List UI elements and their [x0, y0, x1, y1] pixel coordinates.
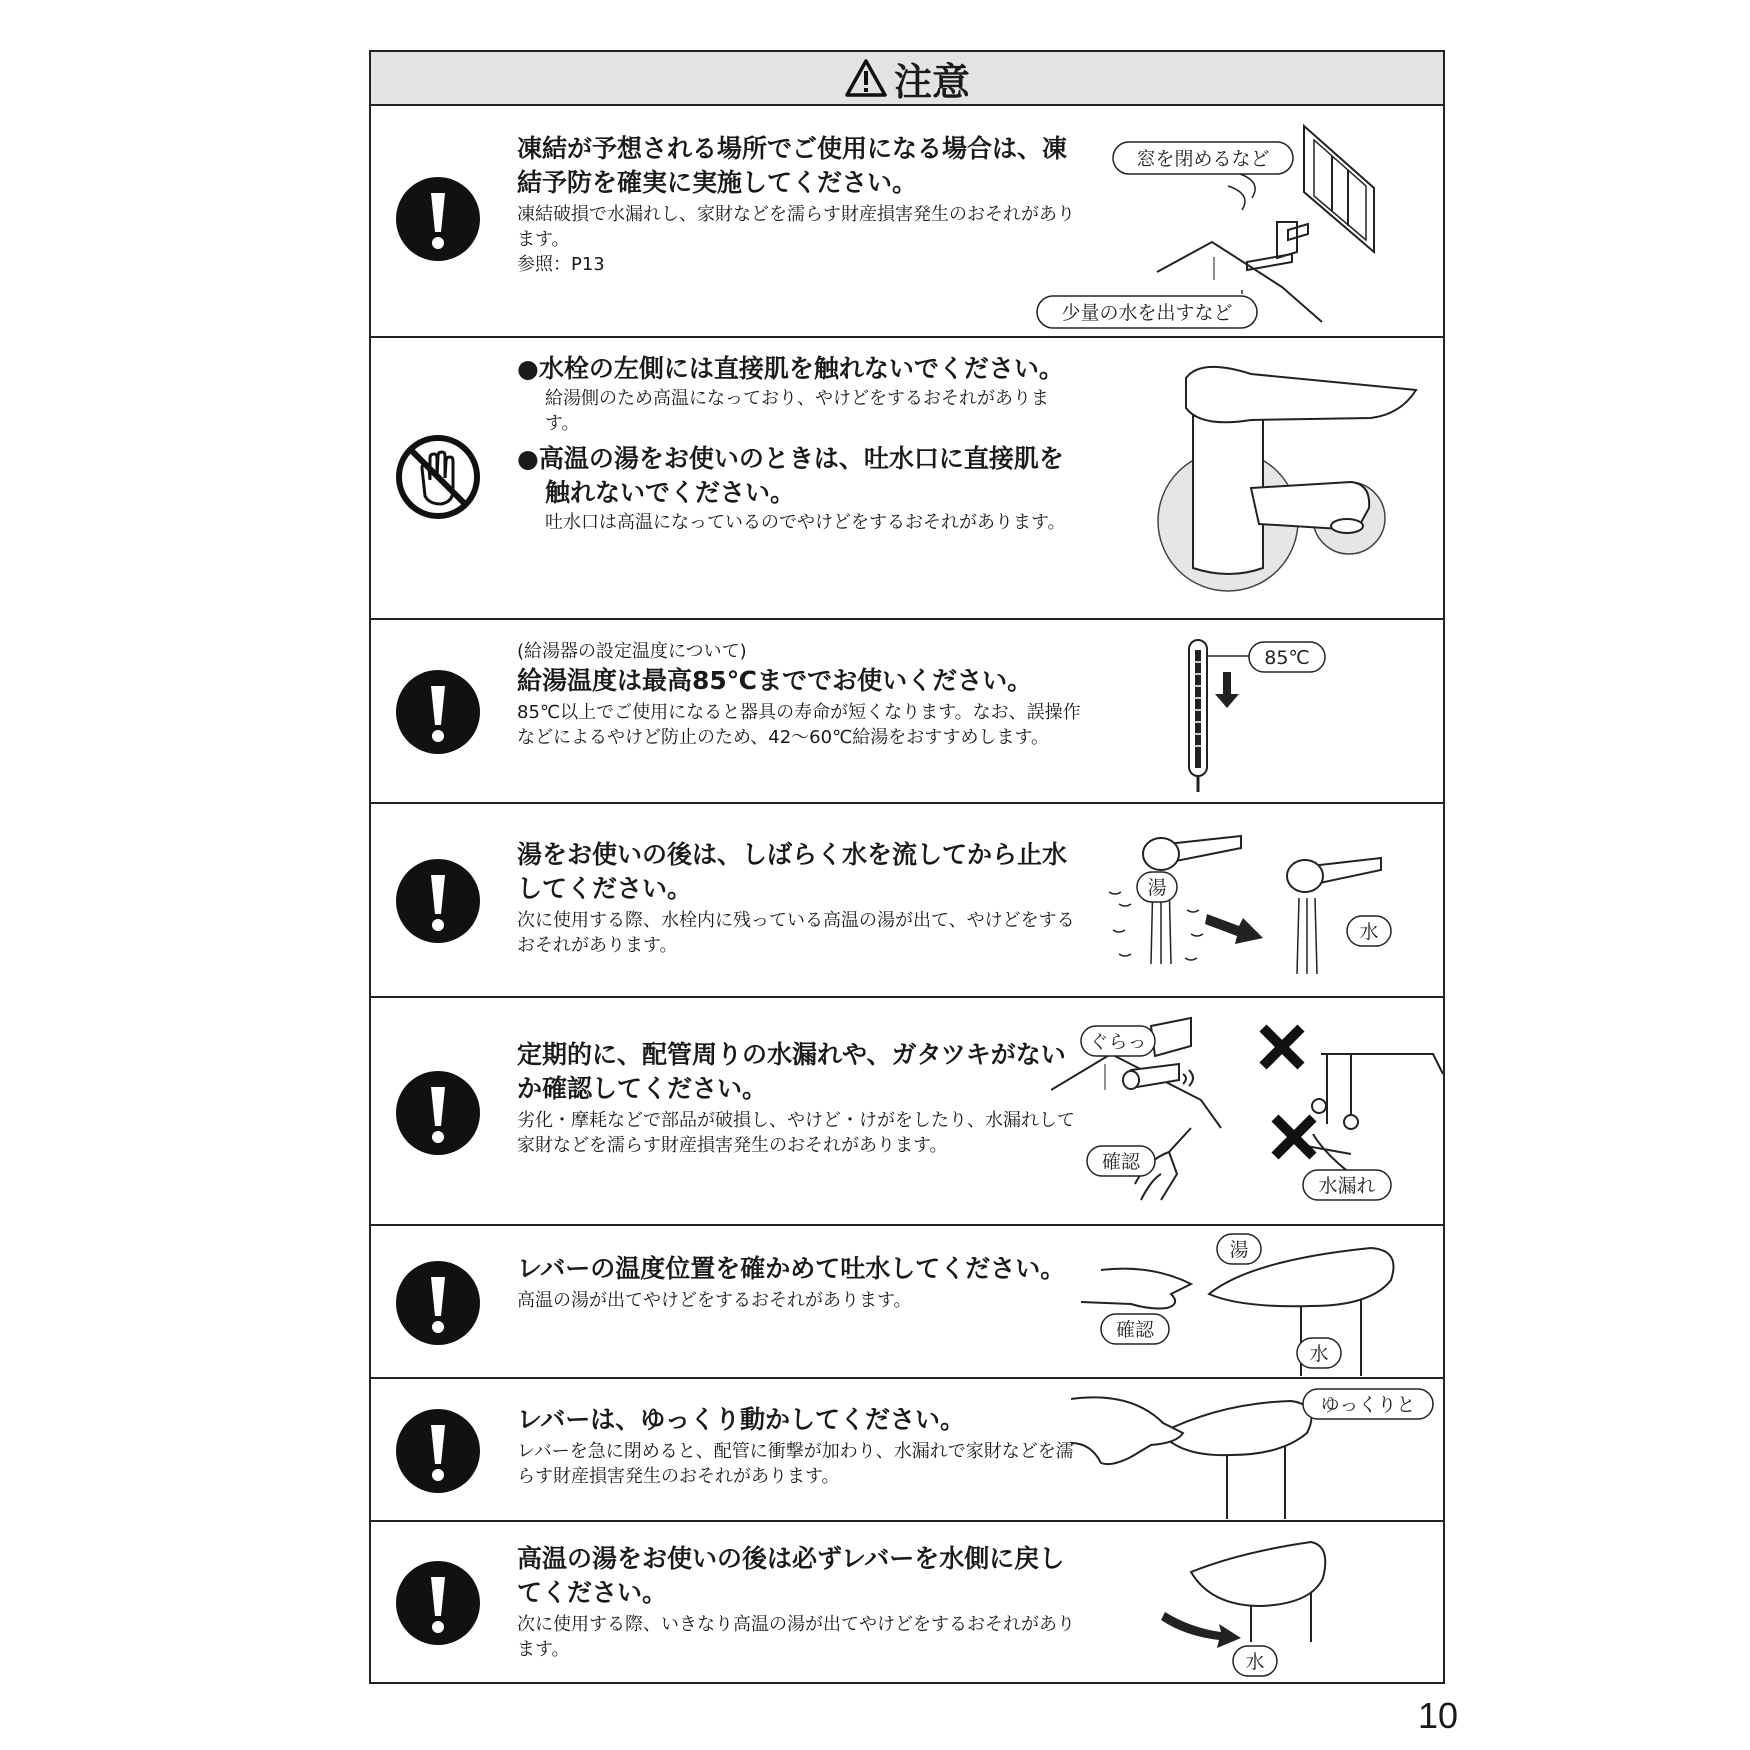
- mandatory-icon: [395, 176, 481, 262]
- hot-then-cold-water-illustration: [1091, 814, 1441, 992]
- caution-item-freezing: [371, 106, 1443, 338]
- item-text: [517, 132, 1077, 277]
- callout-label: 水漏れ: [1318, 1175, 1376, 1197]
- item-detail: 劣化・摩耗などで部品が破損し、やけど・けがをしたり、水漏れして家財などを濡らす財産損害発生のおそれがあります。: [517, 1110, 1075, 1156]
- item-title: 湯をお使いの後は、しばらく水を流してから止水してください。: [517, 840, 1068, 903]
- item-text: [517, 838, 1077, 958]
- item-title: レバーの温度位置を確かめて吐水してください。: [517, 1254, 1066, 1283]
- callout-label: ゆっくりと: [1320, 1394, 1416, 1416]
- item-title: 定期的に、配管周りの水漏れや、ガタツキがないか確認してください。: [517, 1040, 1066, 1103]
- mandatory-icon: [395, 669, 481, 755]
- callout-label: 確認: [1101, 1151, 1141, 1173]
- mandatory-icon: [395, 1408, 481, 1494]
- callout-label: 確認: [1115, 1319, 1155, 1341]
- item-text: [517, 1252, 1077, 1313]
- caution-item-slow-lever: [371, 1379, 1443, 1522]
- callout-label: 窓を閉めるなど: [1136, 148, 1270, 170]
- callout-label: 水: [1359, 921, 1379, 943]
- mandatory-icon: [395, 858, 481, 944]
- item-intro: (給湯器の設定温度について): [517, 641, 747, 662]
- thermometer-illustration: [1181, 636, 1361, 796]
- mandatory-icon: [395, 1070, 481, 1156]
- caution-item-lever-position: [371, 1226, 1443, 1379]
- item-detail: 次に使用する際、いきなり高温の湯が出てやけどをするおそれがあります。: [517, 1614, 1075, 1660]
- faucet-hot-area-illustration: [1131, 358, 1431, 608]
- item-title: ●水栓の左側には直接肌を触れないでください。: [517, 354, 1064, 383]
- item-detail: 凍結破損で水漏れし、家財などを濡らす財産損害発生のおそれがあります。: [517, 204, 1075, 250]
- caution-header: [371, 52, 1443, 106]
- item-title: 高温の湯をお使いの後は必ずレバーを水側に戻してください。: [517, 1544, 1065, 1607]
- item-title: レバーは、ゆっくり動かしてください。: [517, 1405, 966, 1434]
- item-title: 凍結が予想される場所でご使用になる場合は、凍結予防を確実に実施してください。: [517, 134, 1068, 197]
- item-detail: 次に使用する際、水栓内に残っている高温の湯が出て、やけどをするおそれがあります。: [517, 910, 1075, 956]
- page-number: 10: [1418, 1695, 1459, 1736]
- mandatory-icon: [395, 1560, 481, 1646]
- slow-lever-illustration: [1071, 1383, 1441, 1519]
- caution-item-temperature: [371, 620, 1443, 804]
- item-title: ●高温の湯をお使いのときは、吐水口に直接肌を触れないでください。: [517, 444, 1064, 507]
- no-touch-icon: [395, 434, 481, 520]
- callout-label: 湯: [1229, 1239, 1249, 1261]
- item-text: [517, 1038, 1077, 1158]
- item-detail: 85℃以上でご使用になると器具の寿命が短くなります。なお、誤操作などによるやけど防止のため、42〜60℃給湯をおすすめします。: [517, 702, 1081, 748]
- item-text: [517, 1542, 1077, 1662]
- caution-item-flush-water: [371, 804, 1443, 998]
- mandatory-icon: [395, 1260, 481, 1346]
- window-faucet-illustration: [1022, 112, 1442, 334]
- item-detail: 給湯側のため高温になっており、やけどをするおそれがあります。: [545, 388, 1049, 434]
- item-text: [517, 352, 1077, 541]
- callout-label: 少量の水を出すなど: [1061, 302, 1233, 324]
- caution-item-hot-surface: [371, 338, 1443, 620]
- callout-label: 湯: [1147, 877, 1167, 899]
- item-text: [517, 640, 1097, 750]
- lever-to-cold-illustration: [1151, 1532, 1351, 1678]
- warning-triangle-icon: [844, 58, 888, 98]
- item-text: [517, 1403, 1077, 1489]
- callout-label: 水: [1245, 1651, 1265, 1673]
- callout-label: 85℃: [1264, 647, 1310, 669]
- caution-item-return-lever: [371, 1522, 1443, 1682]
- item-title: 給湯温度は最高85℃まででお使いください。: [517, 666, 1033, 695]
- callout-label: 水: [1309, 1343, 1329, 1365]
- item-detail: レバーを急に閉めると、配管に衝撃が加わり、水漏れで家財などを濡らす財産損害発生のおそれがあります。: [517, 1441, 1074, 1487]
- lever-check-illustration: [1071, 1230, 1411, 1376]
- caution-title: 注意: [893, 59, 970, 104]
- caution-table: [369, 50, 1445, 1684]
- item-detail: 吐水口は高温になっているのでやけどをするおそれがあります。: [545, 512, 1066, 533]
- item-reference: 参照：P13: [517, 254, 605, 275]
- item-detail: 高温の湯が出てやけどをするおそれがあります。: [517, 1290, 912, 1311]
- callout-label: ぐらっ: [1089, 1031, 1147, 1053]
- inspection-illustration: [1051, 1004, 1443, 1222]
- caution-item-inspection: [371, 998, 1443, 1226]
